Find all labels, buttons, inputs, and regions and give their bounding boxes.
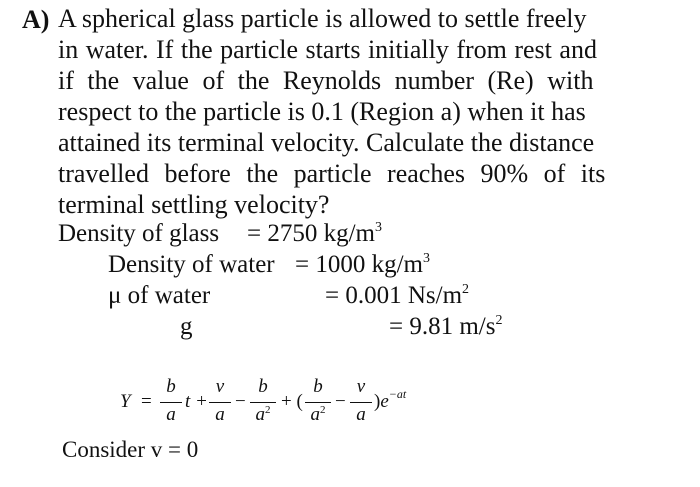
param-name-mu: μ of water [108, 282, 211, 309]
param-name-water: Density of water [108, 251, 275, 278]
equation-exponential: )$e^{-at}$ [374, 387, 407, 412]
question-line-2: in water. If the particle starts initially from rest and [58, 35, 597, 64]
equation-plus-paren: + ( [281, 391, 303, 412]
question-line-6: travelled before the particle reaches 90% of its [58, 159, 606, 188]
param-value-glass: = 2750 $kg/m^3$ [247, 220, 382, 247]
equation-t-term: t + [185, 391, 208, 412]
fraction-b-over-a-squared-1: b $a^2$ [248, 376, 278, 432]
param-name-g: g [180, 313, 193, 340]
equation-minus-1: − [235, 391, 246, 412]
param-value-water: = 1000 $kg/m^3$ [295, 251, 430, 278]
question-label: A) [22, 5, 50, 34]
question-line-5: attained its terminal velocity. Calculate the distance [58, 128, 595, 157]
param-name-glass: Density of glass [58, 220, 220, 247]
param-value-g: = 9.81 $m/s^2$ [389, 313, 503, 340]
fraction-b-over-a: b a [158, 376, 184, 432]
fraction-v-over-a: v a [207, 376, 233, 432]
param-value-mu: = 0.001 $Ns/m^2$ [325, 282, 470, 309]
equation-minus-2: − [335, 391, 346, 412]
question-line-7: terminal settling velocity? [58, 190, 330, 219]
fraction-b-over-a-squared-2: b $a^2$ [303, 376, 333, 432]
question-line-3: if the value of the Reynolds number (Re) with [58, 66, 594, 95]
fraction-v-over-a-2: v a [348, 376, 374, 432]
question-line-4: respect to the particle is 0.1 (Region a) when it has [58, 97, 586, 126]
question-line-1: A spherical glass particle is allowed to settle freely [58, 4, 587, 33]
consider-note: Consider v = 0 [62, 437, 199, 462]
equation-lhs: Y [120, 391, 131, 412]
equation-equals: = [141, 391, 152, 412]
